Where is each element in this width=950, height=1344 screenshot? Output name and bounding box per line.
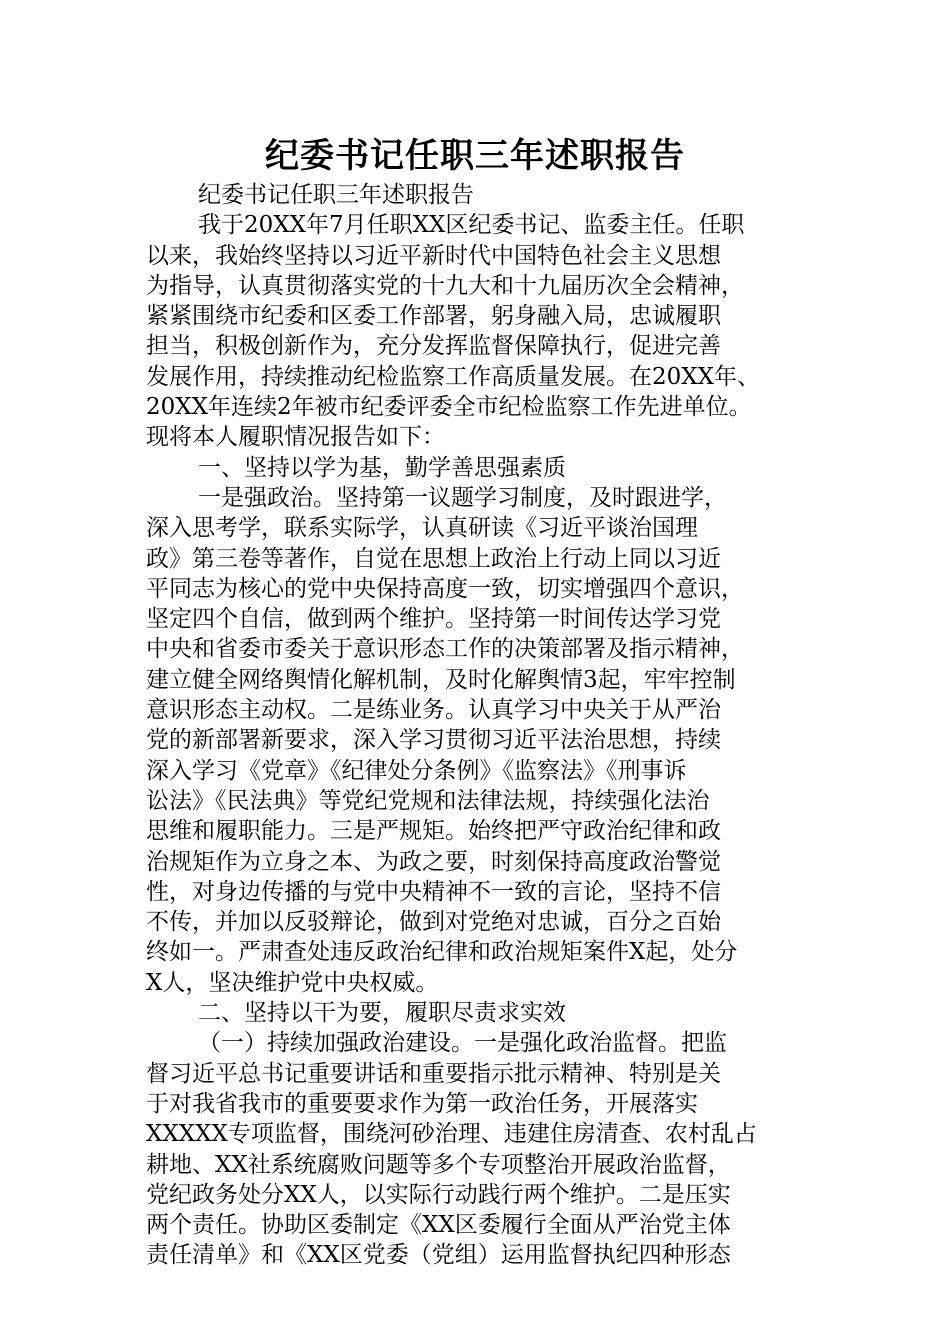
body-line: 治规矩作为立身之本、为政之要，时刻保持高度政治警觉	[146, 848, 721, 875]
body-line: 不传，并加以反驳辩论，做到对党绝对忠诚，百分之百始	[146, 909, 721, 936]
body-line: 深入思考学，联系实际学，认真研读《习近平谈治国理	[146, 515, 698, 542]
body-line: （一）持续加强政治建设。一是强化政治监督。把监	[198, 1030, 727, 1057]
body-line: XXXXX专项监督，围绕河砂治理、违建住房清查、农村乱占	[146, 1121, 757, 1148]
body-line: 现将本人履职情况报告如下：	[146, 424, 445, 451]
body-line: 政》第三卷等著作，自觉在思想上政治上行动上同以习近	[146, 545, 721, 572]
body-line: 党纪政务处分XX人，以实际行动践行两个维护。二是压实	[146, 1181, 731, 1208]
body-line: 纪委书记任职三年述职报告	[198, 182, 474, 208]
body-line: 两个责任。协助区委制定《XX区委履行全面从严治党主体	[146, 1212, 731, 1239]
body-line: 担当，积极创新作为，充分发挥监督保障执行，促进完善	[146, 333, 721, 360]
body-line: 性，对身边传播的与党中央精神不一致的言论，坚持不信	[146, 878, 721, 905]
body-line: X人，坚决维护党中央权威。	[146, 969, 439, 996]
body-line: 于对我省我市的重要要求作为第一政治任务，开展落实	[146, 1090, 698, 1117]
body-line: 耕地、XX社系统腐败问题等多个专项整治开展政治监督，	[146, 1151, 731, 1178]
body-line: 我于20XX年7月任职XX区纪委书记、监委主任。任职	[198, 212, 745, 239]
body-line: 思维和履职能力。三是严规矩。始终把严守政治纪律和政	[146, 818, 721, 845]
body-line: 终如一。严肃查处违反政治纪律和政治规矩案件X起，处分	[146, 939, 738, 966]
body-line: 二、坚持以干为要，履职尽责求实效	[198, 1000, 566, 1027]
body-line: 平同志为核心的党中央保持高度一致，切实增强四个意识，	[146, 575, 744, 602]
body-line: 督习近平总书记重要讲话和重要指示批示精神、特别是关	[146, 1060, 721, 1087]
body-line: 意识形态主动权。二是练业务。认真学习中央关于从严治	[146, 697, 721, 724]
document-title: 纪委书记任职三年述职报告	[265, 136, 685, 176]
body-line: 责任清单》和《XX区党委（党组）运用监督执纪四种形态	[146, 1242, 731, 1269]
body-line: 党的新部署新要求，深入学习贯彻习近平法治思想，持续	[146, 727, 721, 754]
body-line: 讼法》《民法典》等党纪党规和法律法规，持续强化法治	[146, 787, 710, 814]
body-line: 深入学习《党章》《纪律处分条例》《监察法》《刑事诉	[146, 757, 687, 784]
body-line: 紧紧围绕市纪委和区委工作部署，躬身融入局，忠诚履职	[146, 303, 721, 330]
body-line: 一是强政治。坚持第一议题学习制度，及时跟进学，	[198, 484, 727, 511]
body-line: 发展作用，持续推动纪检监察工作高质量发展。在20XX年、	[146, 363, 761, 390]
body-line: 为指导，认真贯彻落实党的十九大和十九届历次全会精神，	[146, 272, 744, 299]
body-line: 建立健全网络舆情化解机制，及时化解舆情3起，牢牢控制	[146, 666, 736, 693]
body-line: 以来，我始终坚持以习近平新时代中国特色社会主义思想	[146, 242, 721, 269]
document-body	[146, 180, 806, 1271]
body-line: 中央和省委市委关于意识形态工作的决策部署及指示精神，	[146, 636, 744, 663]
body-line: 一、坚持以学为基，勤学善思强素质	[198, 454, 566, 481]
body-line: 坚定四个自信，做到两个维护。坚持第一时间传达学习党	[146, 606, 721, 633]
body-line: 20XX年连续2年被市纪委评委全市纪检监察工作先进单位。	[146, 394, 752, 421]
